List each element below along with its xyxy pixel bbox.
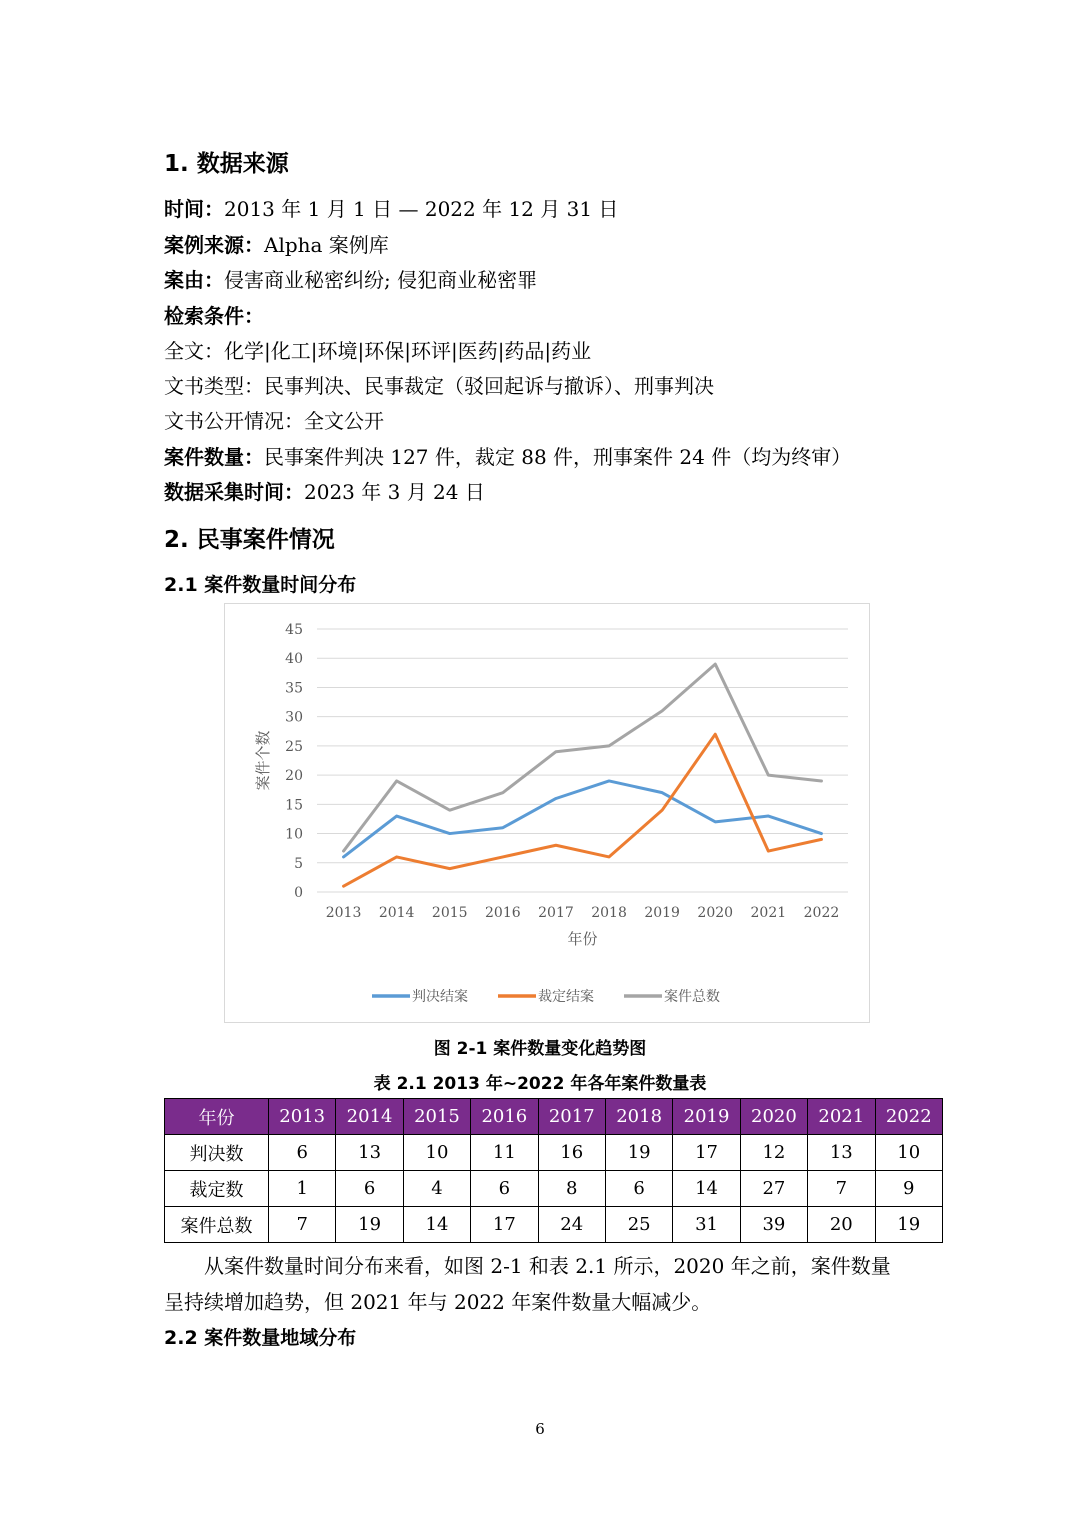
- table-cell: 25: [605, 1207, 672, 1243]
- info-line-collection-date: [164, 476, 485, 505]
- table-cell: 6: [605, 1171, 672, 1207]
- chart-legend: [372, 988, 720, 1005]
- table-cell: 6: [269, 1135, 336, 1171]
- x-tick-label: 2014: [378, 905, 415, 921]
- info-line-cause: [164, 264, 537, 293]
- table-cell: 19: [875, 1207, 942, 1243]
- y-tick-label: 10: [285, 826, 303, 843]
- y-tick-label: 45: [285, 622, 303, 638]
- table-cell: 判决数: [165, 1135, 269, 1171]
- table-header-cell: 2014: [336, 1099, 403, 1135]
- table-cell: 10: [875, 1135, 942, 1171]
- table-cell: 19: [336, 1207, 403, 1243]
- x-tick-label: 2019: [644, 905, 680, 921]
- table-header-cell: 2022: [875, 1099, 942, 1135]
- table-cell: 11: [471, 1135, 538, 1171]
- table-cell: 12: [740, 1135, 807, 1171]
- table-header-cell: 2019: [673, 1099, 740, 1135]
- table-header-cell: 2021: [808, 1099, 875, 1135]
- case-trend-chart: [224, 603, 870, 1023]
- info-label: 案件数量：: [164, 445, 264, 469]
- x-tick-label: 2018: [591, 905, 627, 921]
- x-tick-label: 2020: [697, 905, 734, 921]
- table-cell: 8: [538, 1171, 605, 1207]
- table-row: [165, 1207, 943, 1243]
- info-value: Alpha 案例库: [264, 233, 389, 257]
- y-tick-label: 15: [285, 797, 303, 814]
- legend-label: 判决结案: [412, 989, 468, 1005]
- table-cell: 13: [808, 1135, 875, 1171]
- table-cell: 9: [875, 1171, 942, 1207]
- info-value: 全文：化学|化工|环境|环保|环评|医药|药品|药业: [164, 339, 592, 363]
- section-2-heading: 2. 民事案件情况: [164, 527, 335, 553]
- info-label: 案由：: [164, 268, 224, 292]
- info-value: 侵害商业秘密纠纷; 侵犯商业秘密罪: [224, 268, 538, 292]
- table-cell: 24: [538, 1207, 605, 1243]
- table-cell: 14: [673, 1171, 740, 1207]
- y-tick-label: 5: [294, 855, 303, 872]
- y-tick-label: 35: [285, 680, 303, 697]
- series-line: [344, 734, 822, 886]
- chart-svg: [225, 604, 871, 1024]
- table-cell: 裁定数: [165, 1171, 269, 1207]
- x-tick-label: 2017: [538, 905, 574, 921]
- table-header-cell: 2015: [403, 1099, 470, 1135]
- info-line-source: [164, 229, 389, 258]
- info-line-search: [164, 300, 264, 329]
- x-tick-label: 2022: [803, 905, 840, 921]
- x-tick-label: 2013: [325, 905, 362, 921]
- section-1-heading: 1. 数据来源: [164, 151, 289, 177]
- table-cell: 17: [471, 1207, 538, 1243]
- info-label: 数据采集时间：: [164, 480, 304, 504]
- info-line-count: [164, 441, 851, 470]
- x-tick-label: 2016: [485, 905, 521, 921]
- analysis-paragraph-line-2: 呈持续增加趋势，但 2021 年与 2022 年案件数量大幅减少。: [164, 1290, 712, 1314]
- info-line-disclosure: [164, 405, 384, 434]
- subsection-2-1-heading: 2.1 案件数量时间分布: [164, 574, 357, 596]
- x-tick-label: 2021: [750, 905, 787, 921]
- table-header-cell: 年份: [165, 1099, 269, 1135]
- table-cell: 案件总数: [165, 1207, 269, 1243]
- info-value: 民事案件判决 127 件，裁定 88 件，刑事案件 24 件（均为终审）: [264, 445, 852, 469]
- info-line-doctype: [164, 370, 714, 399]
- table-cell: 10: [403, 1135, 470, 1171]
- table-cell: 4: [403, 1171, 470, 1207]
- info-label: 案例来源：: [164, 233, 264, 257]
- table-cell: 14: [403, 1207, 470, 1243]
- table-caption: 表 2.1 2013 年~2022 年各年案件数量表: [373, 1074, 707, 1094]
- table-header-row: [165, 1099, 943, 1135]
- table-cell: 13: [336, 1135, 403, 1171]
- legend-label: 裁定结案: [538, 989, 594, 1005]
- table-cell: 31: [673, 1207, 740, 1243]
- table-cell: 17: [673, 1135, 740, 1171]
- info-value: 2013 年 1 月 1 日 — 2022 年 12 月 31 日: [224, 197, 619, 221]
- table-row: [165, 1171, 943, 1207]
- info-value: 文书类型：民事判决、民事裁定（驳回起诉与撤诉）、刑事判决: [164, 374, 714, 398]
- table-header-cell: 2016: [471, 1099, 538, 1135]
- table-cell: 27: [740, 1171, 807, 1207]
- info-value: 2023 年 3 月 24 日: [304, 480, 485, 504]
- table-cell: 7: [808, 1171, 875, 1207]
- analysis-paragraph-line-1: 从案件数量时间分布来看，如图 2-1 和表 2.1 所示，2020 年之前，案件数量: [204, 1254, 891, 1278]
- table-header-cell: 2013: [269, 1099, 336, 1135]
- y-axis-label: 案件个数: [254, 730, 272, 791]
- table-cell: 39: [740, 1207, 807, 1243]
- y-tick-label: 30: [285, 709, 303, 726]
- table-cell: 7: [269, 1207, 336, 1243]
- y-tick-label: 25: [285, 738, 303, 755]
- table-cell: 16: [538, 1135, 605, 1171]
- table-header-cell: 2020: [740, 1099, 807, 1135]
- table-cell: 6: [336, 1171, 403, 1207]
- info-value: 文书公开情况：全文公开: [164, 409, 384, 433]
- table-cell: 20: [808, 1207, 875, 1243]
- case-count-table: [164, 1098, 943, 1243]
- table-cell: 19: [605, 1135, 672, 1171]
- table-cell: 1: [269, 1171, 336, 1207]
- figure-caption: 图 2-1 案件数量变化趋势图: [433, 1039, 647, 1059]
- page-number: 6: [535, 1420, 545, 1438]
- y-tick-label: 20: [285, 768, 303, 785]
- info-label: 检索条件：: [164, 304, 264, 328]
- subsection-2-2-heading: 2.2 案件数量地域分布: [164, 1327, 357, 1349]
- x-axis-label: 年份: [567, 930, 598, 948]
- table-cell: 6: [471, 1171, 538, 1207]
- info-line-time: [164, 193, 618, 222]
- info-line-fulltext: [164, 335, 591, 364]
- table-header-cell: 2018: [605, 1099, 672, 1135]
- table-header-cell: 2017: [538, 1099, 605, 1135]
- y-tick-label: 0: [294, 885, 303, 901]
- x-tick-label: 2015: [431, 905, 468, 921]
- info-label: 时间：: [164, 197, 224, 221]
- legend-label: 案件总数: [664, 989, 720, 1005]
- table-row: [165, 1135, 943, 1171]
- y-tick-label: 40: [285, 651, 303, 668]
